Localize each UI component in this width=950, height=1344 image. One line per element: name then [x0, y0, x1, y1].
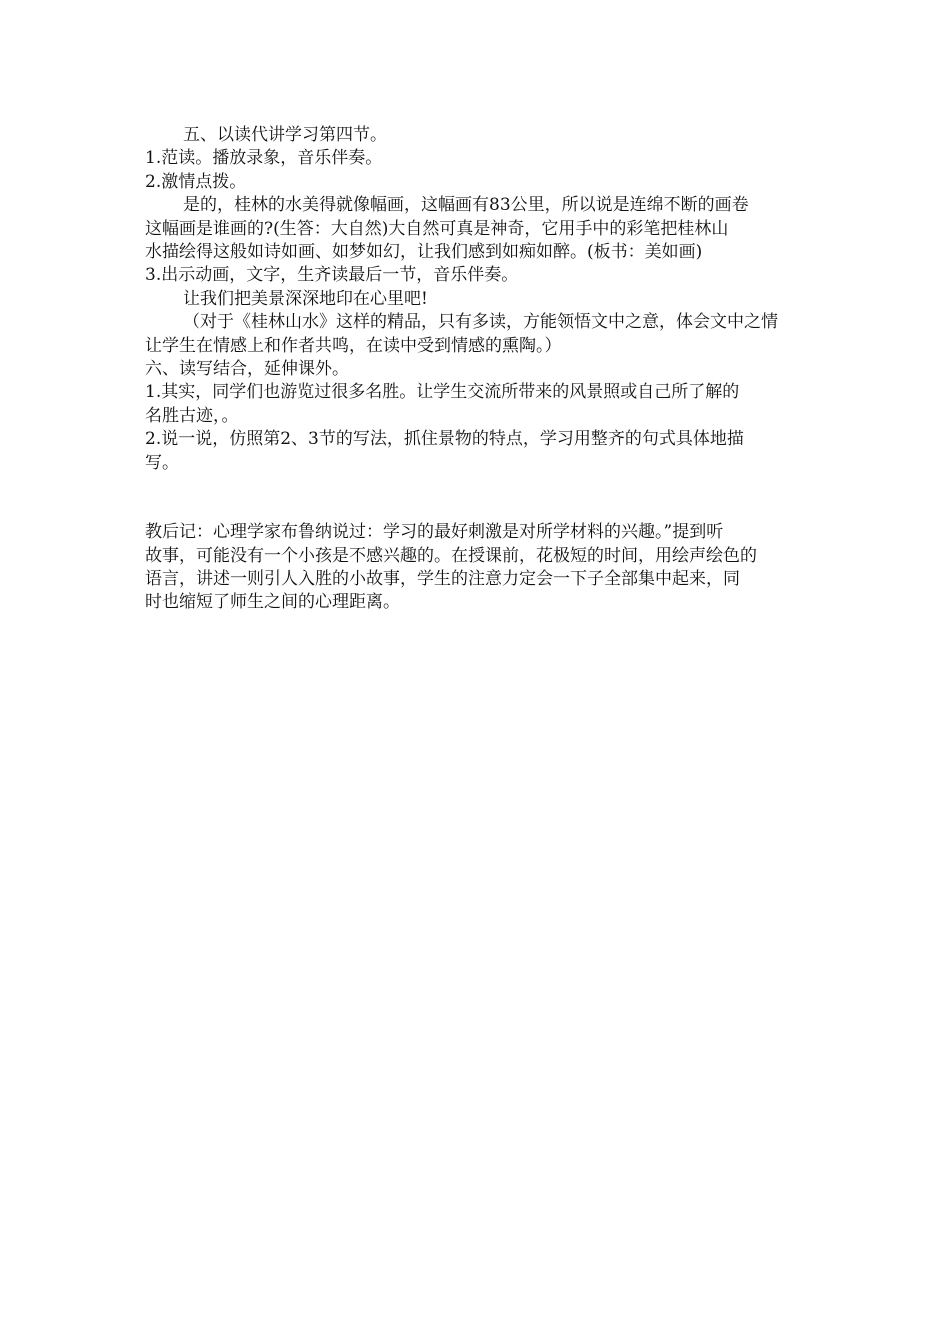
item-1-line-2: 名胜古迹，。 — [145, 405, 239, 426]
step-3-line: 3.出示动画，文字，生齐读最后一节，音乐伴奏。 — [145, 265, 519, 286]
paragraph-line-5: （对于《桂林山水》这样的精品，只有多读，方能领悟文中之意，体会文中之情 — [183, 312, 778, 333]
section-heading-5: 五、以读代讲学习第四节。 — [183, 125, 387, 145]
blank-gap — [145, 475, 811, 521]
paragraph-line-4: 让我们把美景深深地印在心里吧! — [183, 288, 428, 309]
item-2-line-2: 写。 — [145, 452, 179, 473]
paragraph-line-6: 让学生在情感上和作者共鸣，在读中受到情感的熏陶。） — [145, 335, 562, 356]
step-2-line: 2.激情点拨。 — [145, 171, 247, 192]
item-1-line-1: 1.其实，同学们也游览过很多名胜。让学生交流所带来的风景照或自己所了解的 — [145, 382, 740, 403]
item-2-line-1: 2.说一说，仿照第2、3节的写法，抓住景物的特点，学习用整齐的句式具体地描 — [145, 429, 744, 450]
postscript-line-2: 故事，可能没有一个小孩是不感兴趣的。在授课前，花极短的时间，用绘声绘色的 — [145, 545, 757, 566]
postscript-line-3: 语言，讲述一则引人入胜的小故事，学生的注意力定会一下子全部集中起来，同 — [145, 568, 740, 589]
step-1-line: 1.范读。播放录象，音乐伴奏。 — [145, 148, 383, 169]
section-heading-6: 六、读写结合，延伸课外。 — [145, 359, 349, 380]
paragraph-line-3: 水描绘得这般如诗如画、如梦如幻，让我们感到如痴如醉。(板书：美如画) — [145, 242, 703, 263]
postscript-line-4: 时也缩短了师生之间的心理距离。 — [145, 592, 400, 613]
paragraph-line-2: 这幅画是谁画的?(生答：大自然)大自然可真是神奇，它用手中的彩笔把桂林山 — [145, 218, 729, 239]
document-body — [145, 124, 811, 615]
postscript-line-1: 教后记：心理学家布鲁纳说过：学习的最好刺激是对所学材料的兴趣。”提到听 — [145, 522, 724, 543]
paragraph-line-1: 是的，桂林的水美得就像幅画，这幅画有83公里，所以说是连绵不断的画卷 — [183, 195, 749, 216]
